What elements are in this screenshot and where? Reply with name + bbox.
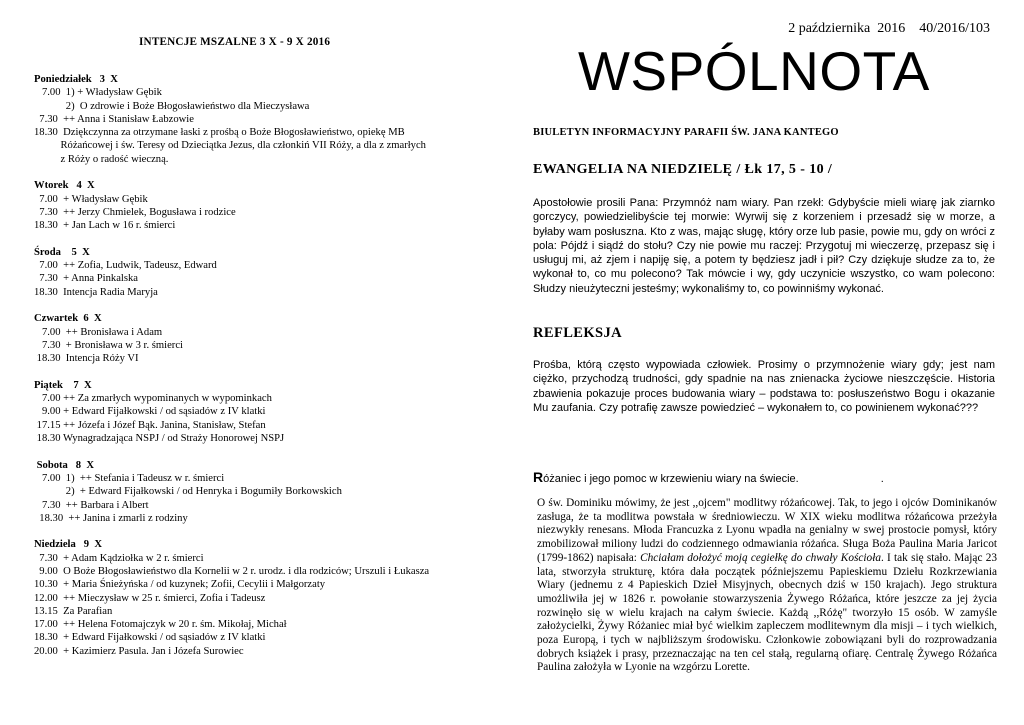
rosary-text-part2: . I tak się stało. Mając 23 lata, stworzyła strukturę, która dała początek późniejszemu Papieskiemu Dziełu Rozkrzewiania Wiary (jednemu z 4 Papieskich Dzieł Misyjnych, obecnych dziś w 150 krajach). Jego struktura umożliwiła jej w 1826 r. powołanie stowarzyszenia Żywego Różańca, które jeszcze za jej życia rozwinęło się w wielu krajach na całym świecie. Każdą ,,Różę" tworzyło 15 osób. W zamyśle założycielki, Żywy Różaniec miał być wielkim zapleczem modlitewnym dla misji – i tych wielkich, poza Europą, i tych w najbliższym środowisku. Członkowie zobowiązani byli do rozprowadzania dobrych książek i prasy, przeznaczając na ten cel stałą, regularną ofiarę. Centralę Żywego Różańca Paulina założyła w Lyonie na wzgórzu Lorette. bbox=[537, 551, 997, 674]
reflection-heading: REFLEKSJA bbox=[533, 325, 623, 341]
intention-line: 13.15 Za Parafian bbox=[34, 605, 113, 617]
rosary-quote: Chciałam dołożyć moją cegiełkę do chwały Kościoła bbox=[640, 551, 881, 564]
intention-line: 7.30 + Bronisława w 3 r. śmierci bbox=[34, 339, 183, 351]
intention-line: z Róży o radość wieczną. bbox=[34, 153, 169, 165]
intention-line: 20.00 + Kazimierz Pasula. Jan i Józefa Surowiec bbox=[34, 645, 244, 657]
day-block bbox=[34, 73, 504, 166]
rosary-text-part1: O św. Dominiku mówimy, że jest ,,ojcem" modlitwy różańcowej. Tak, to jego i ojców Dominikanów zasługa, że ta modlitwa powstała w średniowieczu. W XIX wieku modlitwa różańcowa przeżyła niezwykły renesans. Młoda Francuzka z Lyonu wpadła na genialny w swej prostocie pomysł, który zmobilizował miliony ludzi do codziennego odmawiania różańca. Sługa Boża Paulina Maria Jaricot (1799-1862) napisała: bbox=[537, 497, 997, 564]
day-name: Czwartek 6 X bbox=[34, 313, 102, 325]
rosary-heading-text: óżaniec i jego pomoc w krzewieniu wiary na świecie. bbox=[543, 473, 799, 485]
day-name: Środa 5 X bbox=[34, 246, 90, 258]
day-block bbox=[34, 246, 504, 299]
intentions-title: INTENCJE MSZALNE 3 X - 9 X 2016 bbox=[139, 36, 331, 48]
intention-line: 7.30 + Adam Kądziołka w 2 r. śmierci bbox=[34, 552, 204, 564]
day-block bbox=[34, 179, 504, 232]
intention-line: 18.30 Dziękczynna za otrzymane łaski z prośbą o Boże Błogosławieństwo, opiekę MB bbox=[34, 127, 405, 139]
day-name: Niedziela 9 X bbox=[34, 539, 102, 551]
day-block bbox=[34, 379, 504, 445]
intention-line: 7.00 + Władysław Gębik bbox=[34, 193, 148, 205]
intention-line: 18.30 + Jan Lach w 16 r. śmierci bbox=[34, 220, 176, 232]
intention-line: 18.30 Wynagradzająca NSPJ / od Straży Honorowej NSPJ bbox=[34, 433, 285, 445]
intention-line: Różańcowej i św. Teresy od Dzieciątka Jezus, dla członkiń VII Róży, a dla z zmarłych bbox=[34, 140, 426, 152]
intention-line: 18.30 ++ Janina i zmarli z rodziny bbox=[34, 512, 188, 524]
intention-line: 7.30 ++ Barbara i Albert bbox=[34, 499, 149, 511]
rosary-heading-initial: R bbox=[533, 469, 544, 485]
rosary-heading bbox=[533, 469, 884, 485]
intentions-list bbox=[34, 73, 504, 658]
intention-line: 2) + Edward Fijałkowski / od Henryka i Bogumiły Borkowskich bbox=[34, 486, 342, 498]
bulletin-subtitle: BIULETYN INFORMACYJNY PARAFII ŚW. JANA KANTEGO bbox=[533, 127, 839, 138]
issue-date-number: 2 października 2016 40/2016/103 bbox=[788, 21, 990, 36]
intention-line: 7.30 ++ Anna i Stanisław Łabzowie bbox=[34, 113, 194, 125]
day-name: Sobota 8 X bbox=[34, 459, 95, 471]
intention-line: 17.15 ++ Józefa i Józef Bąk. Janina, Stanisław, Stefan bbox=[34, 419, 266, 431]
intention-line: 17.00 ++ Helena Fotomajczyk w 20 r. śm. Mikołaj, Michał bbox=[34, 619, 287, 631]
intention-line: 10.30 + Maria Śnieżyńska / od kuzynek; Zofii, Cecylii i Małgorzaty bbox=[34, 579, 326, 591]
day-block bbox=[34, 312, 504, 365]
gospel-text: Apostołowie prosili Pana: Przymnóż nam wiary. Pan rzekł: Gdybyście mieli wiarę jak ziarnko gorczycy, powiedzielibyście tej morwie: Wyrwij się z korzeniem i przesadź się w morze, a byłaby wam posłuszna. Kto z was, mając sługę, który orze lub pasie, powie mu, gdy on wróci z pola: Pójdź i siądź do stołu? Czy nie powie mu raczej: Przygotuj mi wieczerzę, przepasz się i usługuj mi, aż zjem i napiję się, a potem ty będziesz jadł i pił? Czy dziękuje słudze za to, że wykonał to, co mu polecono? Tak mówcie i wy, gdy uczynicie wszystko, co wam polecono: Słudzy nieużyteczni jesteśmy; wykonaliśmy to, co powinniśmy wykonać. bbox=[533, 197, 995, 295]
day-name: Poniedziałek 3 X bbox=[34, 74, 118, 85]
intention-line: 7.30 ++ Jerzy Chmielek, Bogusława i rodzice bbox=[34, 206, 236, 218]
intention-line: 7.00 1) ++ Stefania i Tadeusz w r. śmierci bbox=[34, 472, 225, 484]
intention-line: 9.00 O Boże Błogosławieństwo dla Kornelii w 2 r. urodz. i dla rodziców; Urszuli i Łukasza bbox=[34, 565, 430, 577]
intention-line: 7.00 1) + Władysław Gębik bbox=[34, 87, 162, 99]
intention-line: 2) O zdrowie i Boże Błogosławieństwo dla Mieczysława bbox=[34, 100, 310, 112]
masthead-title: WSPÓLNOTA bbox=[578, 40, 930, 102]
intention-line: 18.30 + Edward Fijałkowski / od sąsiadów z IV klatki bbox=[34, 632, 266, 644]
reflection-text: Prośba, którą często wypowiada człowiek. Prosimy o przymnożenie wiary gdy; jest nam ciężko, przychodzą trudności, gdy spadnie na nas znienacka życiowe nieszczęście. Historia zbawienia pokazuje proces budowania wiary – podstawa to: posłuszeństwo Bogu i okazanie Mu zaufania. Czy potrafię zawsze powiedzieć – wykonałem to, co powinienem wykonać??? bbox=[533, 359, 995, 414]
intention-line: 18.30 Intencja Radia Maryja bbox=[34, 286, 158, 298]
rosary-text bbox=[537, 497, 997, 675]
rosary-heading-dot: . bbox=[880, 473, 884, 485]
day-block bbox=[34, 538, 504, 658]
day-name: Piątek 7 X bbox=[34, 379, 92, 391]
intention-line: 18.30 Intencja Róży VI bbox=[34, 353, 139, 365]
day-name: Wtorek 4 X bbox=[34, 180, 95, 192]
intention-line: 7.00 ++ Za zmarłych wypominanych w wypominkach bbox=[34, 393, 272, 405]
day-block bbox=[34, 459, 504, 525]
intention-line: 12.00 ++ Mieczysław w 25 r. śmierci, Zofia i Tadeusz bbox=[34, 592, 266, 604]
intention-line: 7.00 ++ Bronisława i Adam bbox=[34, 326, 163, 338]
gospel-heading: EWANGELIA NA NIEDZIELĘ / Łk 17, 5 - 10 / bbox=[533, 162, 833, 177]
intention-line: 7.00 ++ Zofia, Ludwik, Tadeusz, Edward bbox=[34, 260, 217, 272]
intention-line: 9.00 + Edward Fijałkowski / od sąsiadów z IV klatki bbox=[34, 406, 266, 418]
intention-line: 7.30 + Anna Pinkalska bbox=[34, 273, 138, 285]
